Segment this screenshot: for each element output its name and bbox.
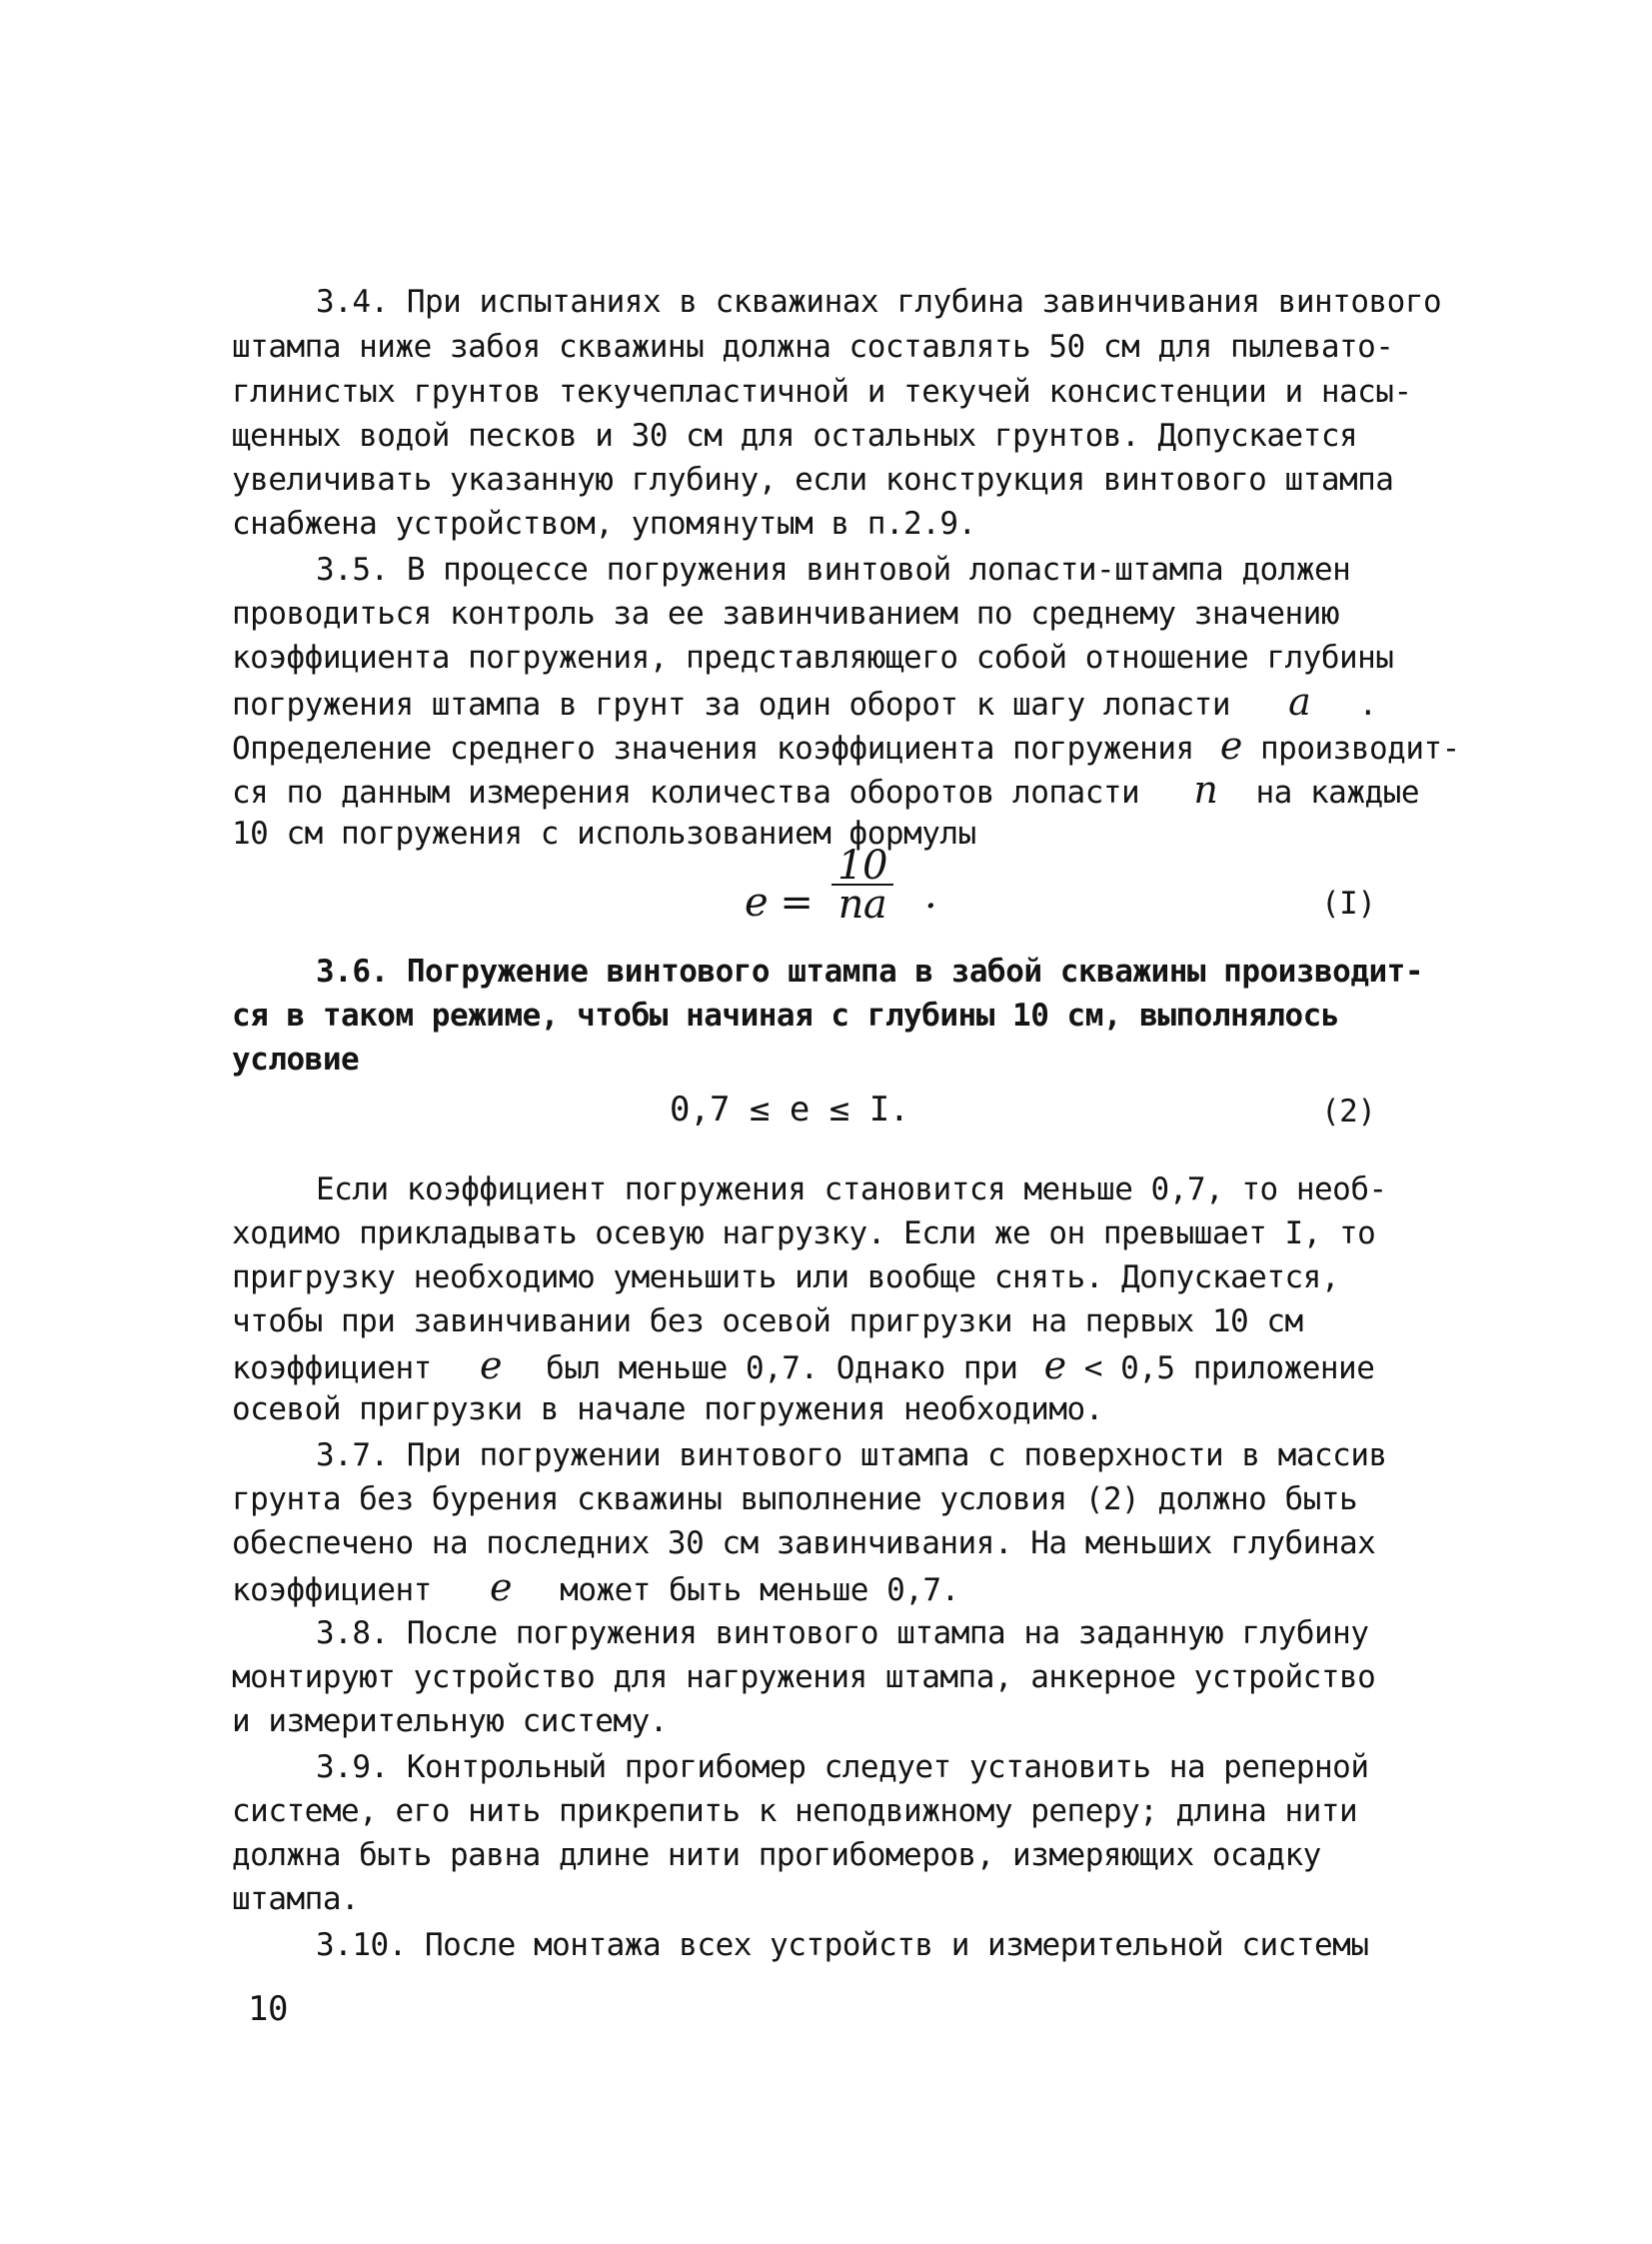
text-line: 3.6. Погружение винтового штампа в забой скважины производит- — [316, 954, 1423, 990]
text-line: пригрузку необходимо уменьшить или вообще снять. Допускается, — [232, 1259, 1339, 1295]
text-segment: . — [1358, 687, 1377, 723]
text-line: 3.10. После монтажа всех устройств и измерительной системы — [316, 1927, 1369, 1963]
text-line: ходимо прикладывать осевую нагрузку. Если же он превышает I, то — [232, 1215, 1376, 1251]
text-line: обеспечено на последних 30 см завинчивания. На меньших глубинах — [232, 1525, 1376, 1561]
text-line — [232, 1565, 1441, 1612]
equation-number: (I) — [1321, 886, 1376, 922]
text-segment: ся по данным измерения количества оборотов лопасти — [232, 775, 1140, 811]
text-line: увеличивать указанную глубину, если конструкция винтового штампа — [232, 462, 1394, 498]
text-segment: был меньше 0,7. Однако при — [546, 1350, 1018, 1386]
formula-expression: 0,7 ≤ e ≤ I. — [670, 1090, 909, 1129]
text-segment: коэффициент — [232, 1572, 432, 1608]
text-line: 3.7. При погружении винтового штампа с поверхности в массив — [316, 1437, 1387, 1473]
text-line: грунта без бурения скважины выполнение условия (2) должно быть — [232, 1481, 1358, 1517]
text-line: условие — [232, 1042, 360, 1078]
page-number: 10 — [248, 1989, 288, 2029]
text-line: 3.8. После погружения винтового штампа на заданную глубину — [316, 1615, 1369, 1651]
variable-n: n — [1193, 768, 1218, 812]
text-line: 3.5. В процессе погружения винтовой лопасти-штампа должен — [316, 552, 1351, 588]
text-segment: коэффициент — [232, 1350, 432, 1386]
text-line: 10 см погружения с использованием формулы — [232, 816, 976, 852]
text-line — [232, 1343, 1441, 1390]
text-segment: Определение среднего значения коэффициента погружения — [232, 731, 1194, 767]
text-segment: < 0,5 приложение — [1083, 1350, 1375, 1386]
text-line: осевой пригрузки в начале погружения необходимо. — [232, 1391, 1103, 1427]
formula-end: · — [924, 884, 937, 930]
variable-e: e — [1219, 724, 1242, 768]
text-segment: погружения штампа в грунт за один оборот к шагу лопасти — [232, 687, 1230, 723]
equation-number: (2) — [1321, 1094, 1376, 1129]
text-line: системе, его нить прикрепить к неподвижному реперу; длина нити — [232, 1793, 1358, 1829]
text-line: и измерительную систему. — [232, 1703, 668, 1739]
text-line — [232, 768, 1441, 815]
text-line: Если коэффициент погружения становится меньше 0,7, то необ- — [316, 1171, 1387, 1207]
text-line: 3.4. При испытаниях в скважинах глубина завинчивания винтового — [316, 284, 1442, 320]
variable-e: e — [489, 1565, 512, 1609]
text-line: штампа. — [232, 1881, 360, 1917]
text-segment: может быть меньше 0,7. — [560, 1572, 959, 1608]
fraction-denominator: na — [837, 882, 887, 928]
text-segment: производит- — [1260, 731, 1460, 767]
text-line: коэффициента погружения, представляющего собой отношение глубины — [232, 640, 1394, 676]
text-line: щенных водой песков и 30 см для остальных грунтов. Допускается — [232, 418, 1358, 454]
text-line: 3.9. Контрольный прогибомер следует установить на реперной — [316, 1749, 1369, 1785]
variable-e: e — [479, 1343, 502, 1387]
text-line: проводиться контроль за ее завинчиванием по среднему значению — [232, 596, 1339, 632]
text-line — [232, 680, 1441, 727]
text-segment: на каждые — [1255, 775, 1419, 811]
text-line: чтобы при завинчивании без осевой пригрузки на первых 10 см — [232, 1303, 1303, 1339]
formula-lhs: e = — [745, 880, 814, 926]
text-line — [232, 724, 1460, 771]
text-line: должна быть равна длине нити прогибомеров, измеряющих осадку — [232, 1837, 1321, 1873]
text-line: штампа ниже забоя скважины должна составлять 50 см для пылевато- — [232, 329, 1394, 365]
text-line: ся в таком режиме, чтобы начиная с глубины 10 см, выполнялось — [232, 998, 1339, 1034]
variable-a: a — [1288, 680, 1311, 724]
variable-e: e — [1043, 1343, 1066, 1387]
text-line: глинистых грунтов текучепластичной и текучей консистенции и насы- — [232, 374, 1412, 410]
fraction-numerator: 10 — [831, 848, 893, 886]
formula-fraction — [831, 843, 893, 928]
text-line: снабжена устройством, упомянутым в п.2.9. — [232, 506, 976, 542]
text-line: монтируют устройство для нагружения штампа, анкерное устройство — [232, 1659, 1376, 1695]
